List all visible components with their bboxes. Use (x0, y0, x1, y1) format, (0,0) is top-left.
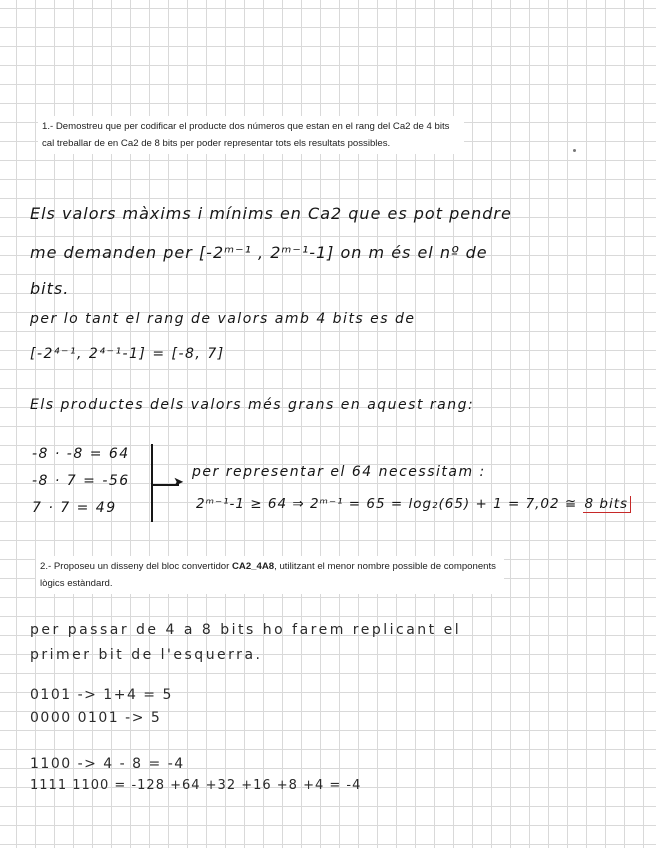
answer-1-line-4: per lo tant el rang de valors amb 4 bits es de (30, 311, 416, 327)
answer-2-line-2: primer bit de l'esquerra. (30, 647, 263, 663)
answer-2-example-3: 1100 -> 4 - 8 = -4 (30, 756, 185, 772)
question-2-text (36, 556, 504, 594)
arrow-head-icon: ➤ (173, 475, 185, 490)
products-bracket (151, 444, 153, 522)
question-1-content: 1.- Demostreu que per codificar el producte dos números que estan en el rang del Ca2 de 4 bits cal treballar de en Ca2 de 8 bits per poder representar tots els resultats possibles. (42, 121, 450, 149)
answer-2-line-1: per passar de 4 a 8 bits ho farem replicant el (30, 622, 462, 638)
question-2-prefix: 2.- Proposeu un disseny del bloc convertidor (40, 561, 232, 572)
answer-2-example-2: 0000 0101 -> 5 (30, 710, 162, 726)
answer-1-line-5: [-2⁴⁻¹, 2⁴⁻¹-1] = [-8, 7] (30, 346, 225, 362)
answer-1-conclusion-b (196, 496, 631, 512)
conclusion-boxed-result: 8 bits (583, 496, 632, 513)
answer-1-line-6: Els productes dels valors més grans en aquest rang: (30, 397, 475, 413)
block-name: CA2_4A8 (231, 561, 275, 572)
answer-1-line-2: me demanden per [-2ᵐ⁻¹ , 2ᵐ⁻¹-1] on m és el nº de (30, 243, 488, 262)
answer-1-line-3: bits. (30, 279, 70, 298)
question-1-text (38, 116, 464, 154)
question-2-suffix: , utilitzant el menor nombre possible de components lògics estàndard. (40, 561, 496, 589)
product-row-3: 7 · 7 = 49 (32, 500, 117, 516)
answer-2-example-4: 1111 1100 = -128 +64 +32 +16 +8 +4 = -4 (30, 778, 362, 793)
conclusion-formula: 2ᵐ⁻¹-1 ≥ 64 ⇒ 2ᵐ⁻¹ = 65 = log₂(65) + 1 = 7,02 ≅ (196, 496, 578, 512)
product-row-2: -8 · 7 = -56 (32, 473, 130, 489)
product-row-1: -8 · -8 = 64 (32, 446, 130, 462)
stray-mark (573, 149, 576, 152)
answer-1-line-1: Els valors màxims i mínims en Ca2 que es pot pendre (30, 204, 512, 223)
answer-2-example-1: 0101 -> 1+4 = 5 (30, 687, 173, 703)
answer-1-conclusion-a: per representar el 64 necessitam : (192, 464, 486, 480)
